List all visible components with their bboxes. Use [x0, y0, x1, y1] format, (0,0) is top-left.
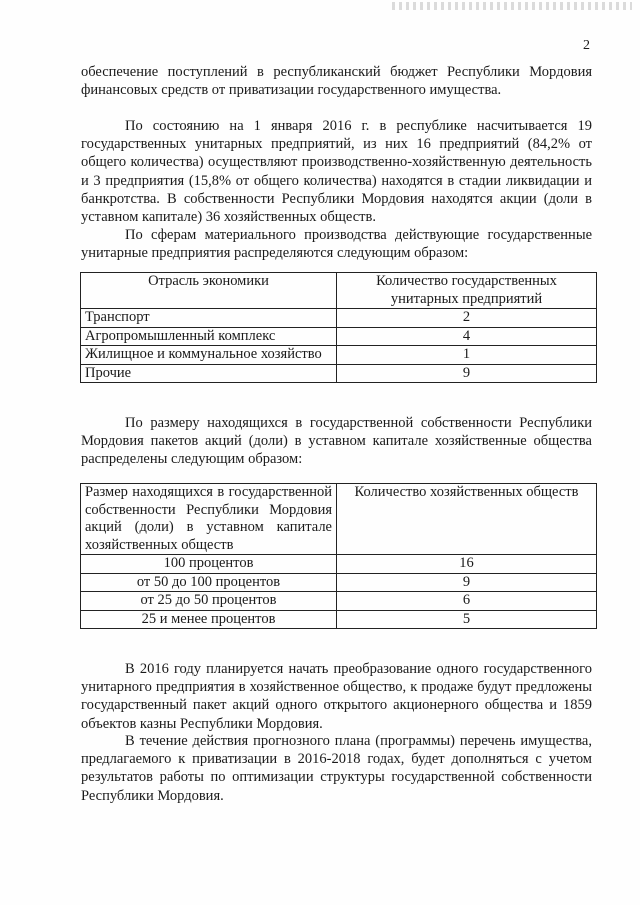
count-cell: 16	[337, 555, 597, 574]
table-row	[81, 346, 597, 365]
sector-cell: Жилищное и коммунальное хозяйство	[81, 346, 337, 365]
sector-cell: Агропромышленный комплекс	[81, 327, 337, 346]
table-row	[81, 309, 597, 328]
count-cell: 9	[337, 364, 597, 383]
table-row	[81, 610, 597, 629]
shareholdings-table	[80, 483, 597, 629]
enterprises-by-sector-table	[80, 272, 597, 383]
paragraph-table2-intro: По размеру находящихся в государственной собственности Республики Мордовия пакетов акций (доли) в уставном капитале хозяйственные общества распределены следующим образом:	[81, 415, 592, 468]
scan-artifact	[392, 2, 632, 10]
share-size-cell: от 50 до 100 процентов	[81, 573, 337, 592]
header-share-size: Размер находящихся в государственной собственности Республики Мордовия акций (доли) в уставном капитале хозяйственных обществ	[81, 484, 337, 555]
paragraph-2016-plan: В 2016 году планируется начать преобразование одного государственного унитарного предприятия в хозяйственное общество, к продаже будут предложены государственный пакет акций одного открытого акционерного общества и 1859 объектов казны Республики Мордовия.	[81, 661, 592, 732]
count-cell: 6	[337, 592, 597, 611]
share-size-cell: 25 и менее процентов	[81, 610, 337, 629]
header-company-count: Количество хозяйственных обществ	[337, 484, 597, 555]
paragraph-table1-intro: По сферам материального производства действующие государственные унитарные предприятия распределяются следующим образом:	[81, 227, 592, 262]
share-size-cell: 100 процентов	[81, 555, 337, 574]
table-row	[81, 573, 597, 592]
sector-cell: Прочие	[81, 364, 337, 383]
count-cell: 1	[337, 346, 597, 365]
paragraph-enterprise-stats: По состоянию на 1 января 2016 г. в республике насчитывается 19 государственных унитарных предприятий, из них 16 предприятий (84,2% от общего количества) осуществляют производственно-хозяйственную деятельность и 3 предприятия (15,8% от общего количества) находятся в стадии ликвидации и банкротства. В собственности Республики Мордовия находятся акции (доли в уставном капитале) 36 хозяйственных обществ.	[81, 118, 592, 226]
share-size-cell: от 25 до 50 процентов	[81, 592, 337, 611]
table-row	[81, 327, 597, 346]
header-enterprise-count: Количество государственных унитарных предприятий	[337, 273, 597, 309]
table-header-row	[81, 484, 597, 555]
count-cell: 4	[337, 327, 597, 346]
count-cell: 9	[337, 573, 597, 592]
header-sector: Отрасль экономики	[81, 273, 337, 309]
table-row	[81, 364, 597, 383]
paragraph-privatization-goal: обеспечение поступлений в республиканский бюджет Республики Мордовия финансовых средств от приватизации государственного имущества.	[81, 64, 592, 99]
table-row	[81, 592, 597, 611]
count-cell: 5	[337, 610, 597, 629]
sector-cell: Транспорт	[81, 309, 337, 328]
table-header-row	[81, 273, 597, 309]
count-cell: 2	[337, 309, 597, 328]
paragraph-forecast-plan: В течение действия прогнозного плана (программы) перечень имущества, предлагаемого к приватизации в 2016-2018 годах, будет дополняться с учетом результатов работы по оптимизации структуры государственной собственности Республики Мордовия.	[81, 733, 592, 804]
page-number: 2	[583, 38, 590, 53]
table-row	[81, 555, 597, 574]
